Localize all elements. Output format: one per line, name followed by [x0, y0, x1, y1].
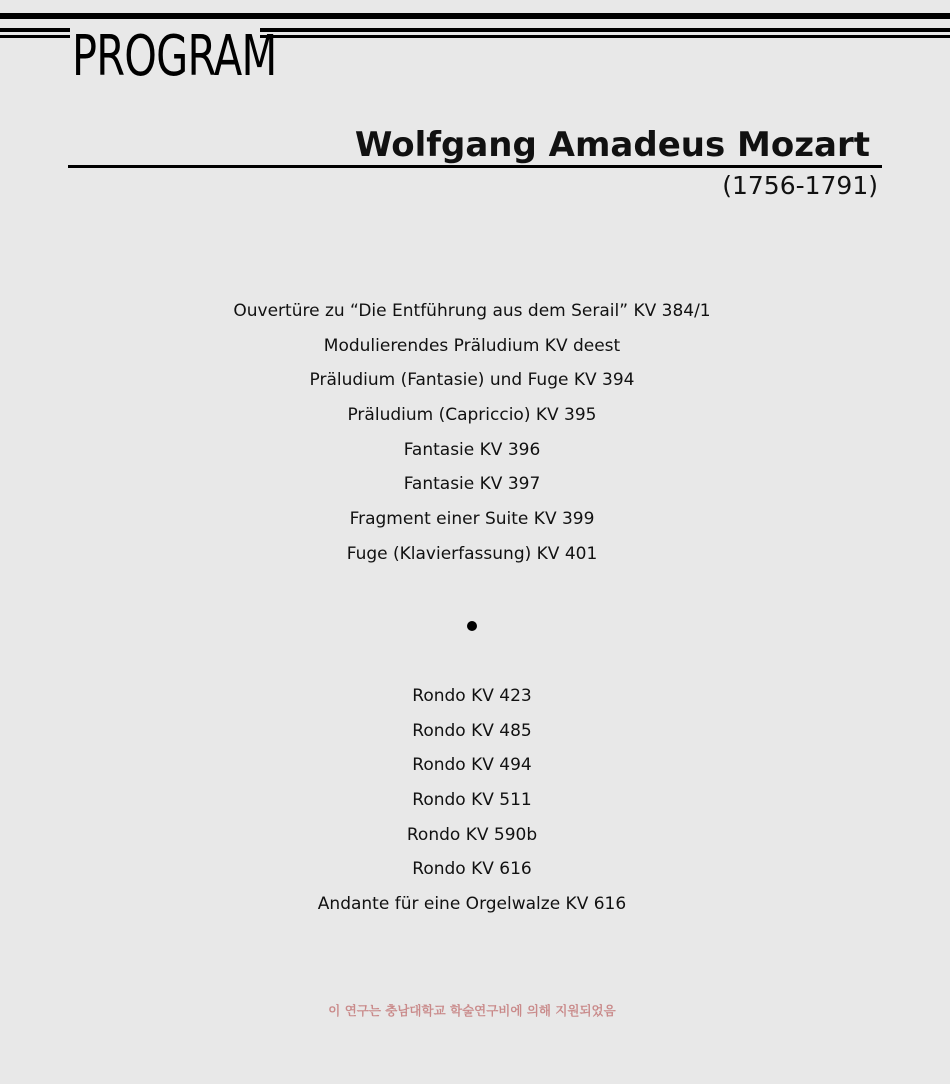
list-item: Rondo KV 485 — [412, 720, 532, 741]
program-list-part1 — [0, 294, 944, 572]
top-rule-right-segment — [260, 28, 950, 32]
list-item: Modulierendes Präludium KV deest — [323, 335, 621, 356]
top-rule-thick — [0, 13, 950, 19]
list-item: Rondo KV 511 — [412, 790, 532, 811]
list-item: Rondo KV 423 — [412, 686, 532, 706]
composer-dates: (1756-1791) — [722, 171, 878, 200]
funding-note: 이 연구는 충남대학교 학술연구비에 의해 지원되었음 — [328, 1003, 616, 1018]
list-item: Präludium (Fantasie) und Fuge KV 394 — [309, 370, 635, 391]
list-item: Fantasie KV 397 — [403, 474, 541, 495]
top-rule-thin-right-segment — [260, 35, 950, 38]
list-item: Präludium (Capriccio) KV 395 — [347, 405, 597, 426]
list-item: Fragment einer Suite KV 399 — [349, 509, 595, 530]
composer-name: Wolfgang Amadeus Mozart — [354, 125, 870, 165]
list-item: Ouvertüre zu “Die Entführung aus dem Serail” KV 384/1 — [233, 301, 711, 321]
list-item: Rondo KV 590b — [406, 824, 538, 845]
list-item: Rondo KV 616 — [412, 859, 532, 880]
list-item: Fuge (Klavierfassung) KV 401 — [346, 543, 598, 564]
list-item: Andante für eine Orgelwalze KV 616 — [317, 894, 627, 915]
top-rule-left-segment — [0, 28, 70, 32]
program-list-part2 — [0, 679, 944, 922]
list-item: Fantasie KV 396 — [403, 439, 541, 460]
composer-underline — [68, 165, 882, 168]
page-title: PROGRAM — [72, 24, 277, 89]
list-item: Rondo KV 494 — [412, 755, 532, 776]
intermission-dot-icon — [467, 621, 477, 631]
top-rule-thin-left-segment — [0, 35, 70, 38]
